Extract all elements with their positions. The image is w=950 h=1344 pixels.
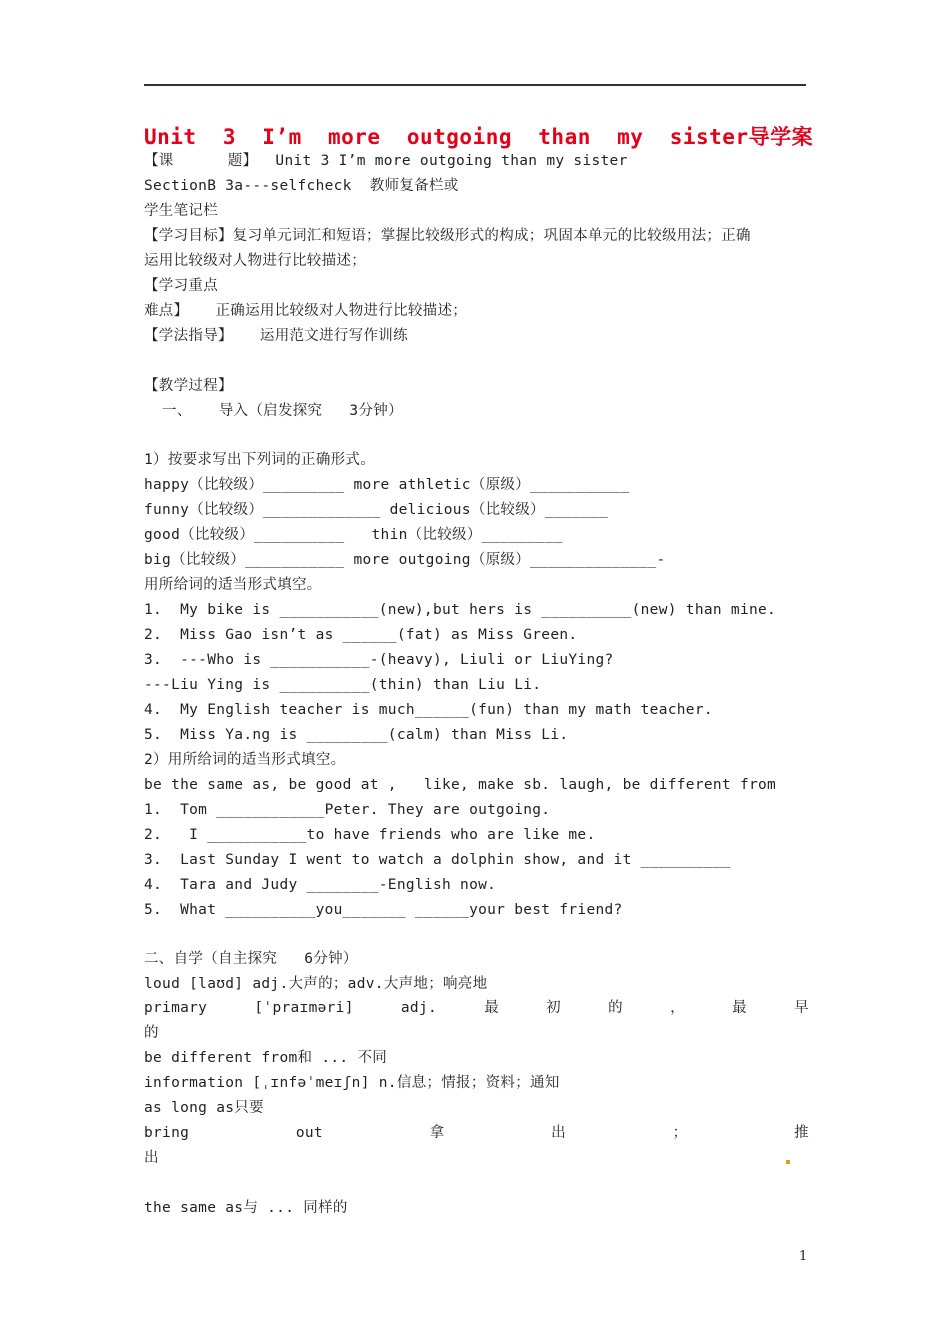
- decorative-dot: [786, 1160, 790, 1164]
- page-number: 1: [799, 1249, 808, 1264]
- text-line: 1. My bike is ___________(new),but hers is __________(new) than mine.: [144, 602, 777, 619]
- text-line: good（比较级）__________ thin（比较级）_________: [144, 527, 563, 544]
- text-line: 5. Miss Ya.ng is _________(calm) than Miss Li.: [144, 726, 569, 743]
- text-line: 【课 题】 Unit 3 I’m more outgoing than my sister: [144, 153, 628, 169]
- text-line: 一、 导入（启发探究 3分钟）: [144, 402, 403, 419]
- text-line: big（比较级）___________ more outgoing（原级）______________-: [144, 552, 666, 569]
- justified-word: 拿: [429, 1125, 445, 1141]
- justified-word: out: [295, 1125, 323, 1141]
- text-line: 学生笔记栏: [144, 202, 218, 219]
- text-line: the same as与 ... 同样的: [144, 1200, 348, 1216]
- justified-line-primary: [144, 997, 809, 1019]
- text-line: loud [laʊd] adj.大声的；adv.大声地；响亮地: [144, 976, 488, 993]
- text-line: 4. My English teacher is much______(fun) than my math teacher.: [144, 701, 713, 718]
- text-line: 1. Tom ____________Peter. They are outgoing.: [144, 801, 551, 818]
- text-line: 运用比较级对人物进行比较描述；: [144, 252, 366, 269]
- text-line: 3. ---Who is ___________-(heavy), Liuli or LiuYing?: [144, 652, 614, 668]
- text-line: 2. Miss Gao isn’t as ______(fat) as Miss Green.: [144, 627, 578, 644]
- justified-word: 的: [608, 1000, 623, 1016]
- justified-word: 初: [546, 1000, 561, 1016]
- text-line: be the same as, be good at , like, make sb. laugh, be different from: [144, 776, 777, 793]
- text-line: 【学法指导】 运用范文进行写作训练: [144, 327, 408, 344]
- text-line: 出: [144, 1150, 159, 1166]
- justified-word: adj.: [400, 1000, 438, 1016]
- text-line: 2. I ___________to have friends who are like me.: [144, 826, 596, 843]
- justified-word: primary: [144, 1000, 208, 1016]
- text-line: happy（比较级）_________ more athletic（原级）___________: [144, 477, 630, 494]
- text-line: ---Liu Ying is __________(thin) than Liu Li.: [144, 676, 542, 693]
- text-line: 难点】 正确运用比较级对人物进行比较描述；: [144, 302, 468, 319]
- justified-word: 出: [551, 1125, 566, 1141]
- text-line: funny（比较级）_____________ delicious（比较级）_______: [144, 502, 609, 519]
- justified-word: 最: [732, 1000, 747, 1016]
- text-line: 4. Tara and Judy ________-English now.: [144, 876, 497, 893]
- justified-line-bringout: [144, 1122, 809, 1144]
- text-line: information [ˌɪnfəˈmeɪʃn] n.信息；情报；资料；通知: [144, 1075, 560, 1091]
- text-line: 3. Last Sunday I went to watch a dolphin show, and it __________: [144, 851, 731, 868]
- justified-word: 早: [794, 1000, 809, 1016]
- text-line: 【学习目标】复习单元词汇和短语；掌握比较级形式的构成；巩固本单元的比较级用法；正确: [144, 227, 751, 244]
- text-line: 1）按要求写出下列词的正确形式。: [144, 452, 376, 469]
- justified-word: 最: [484, 1000, 499, 1016]
- text-line: 2）用所给词的适当形式填空。: [144, 751, 346, 768]
- text-line: 二、自学（自主探究 6分钟）: [144, 951, 358, 968]
- justified-word: ；: [672, 1125, 688, 1141]
- text-line: 的: [144, 1025, 159, 1041]
- page-title: Unit 3 I’m more outgoing than my sister导学案: [144, 125, 814, 149]
- text-line: 5. What __________you_______ ______your best friend?: [144, 901, 623, 918]
- text-line: 用所给词的适当形式填空。: [144, 577, 322, 594]
- justified-word: 推: [794, 1125, 809, 1141]
- text-line: be different from和 ... 不同: [144, 1050, 388, 1066]
- justified-word: ，: [670, 1000, 685, 1016]
- justified-word: bring: [144, 1125, 190, 1141]
- text-line: as long as只要: [144, 1100, 264, 1116]
- justified-word: [ˈpraɪməri]: [254, 1000, 354, 1016]
- header-rule: [144, 84, 806, 86]
- text-line: 【学习重点: [144, 277, 218, 294]
- text-line: 【教学过程】: [144, 377, 233, 394]
- text-line: SectionB 3a---selfcheck 教师复备栏或: [144, 177, 459, 194]
